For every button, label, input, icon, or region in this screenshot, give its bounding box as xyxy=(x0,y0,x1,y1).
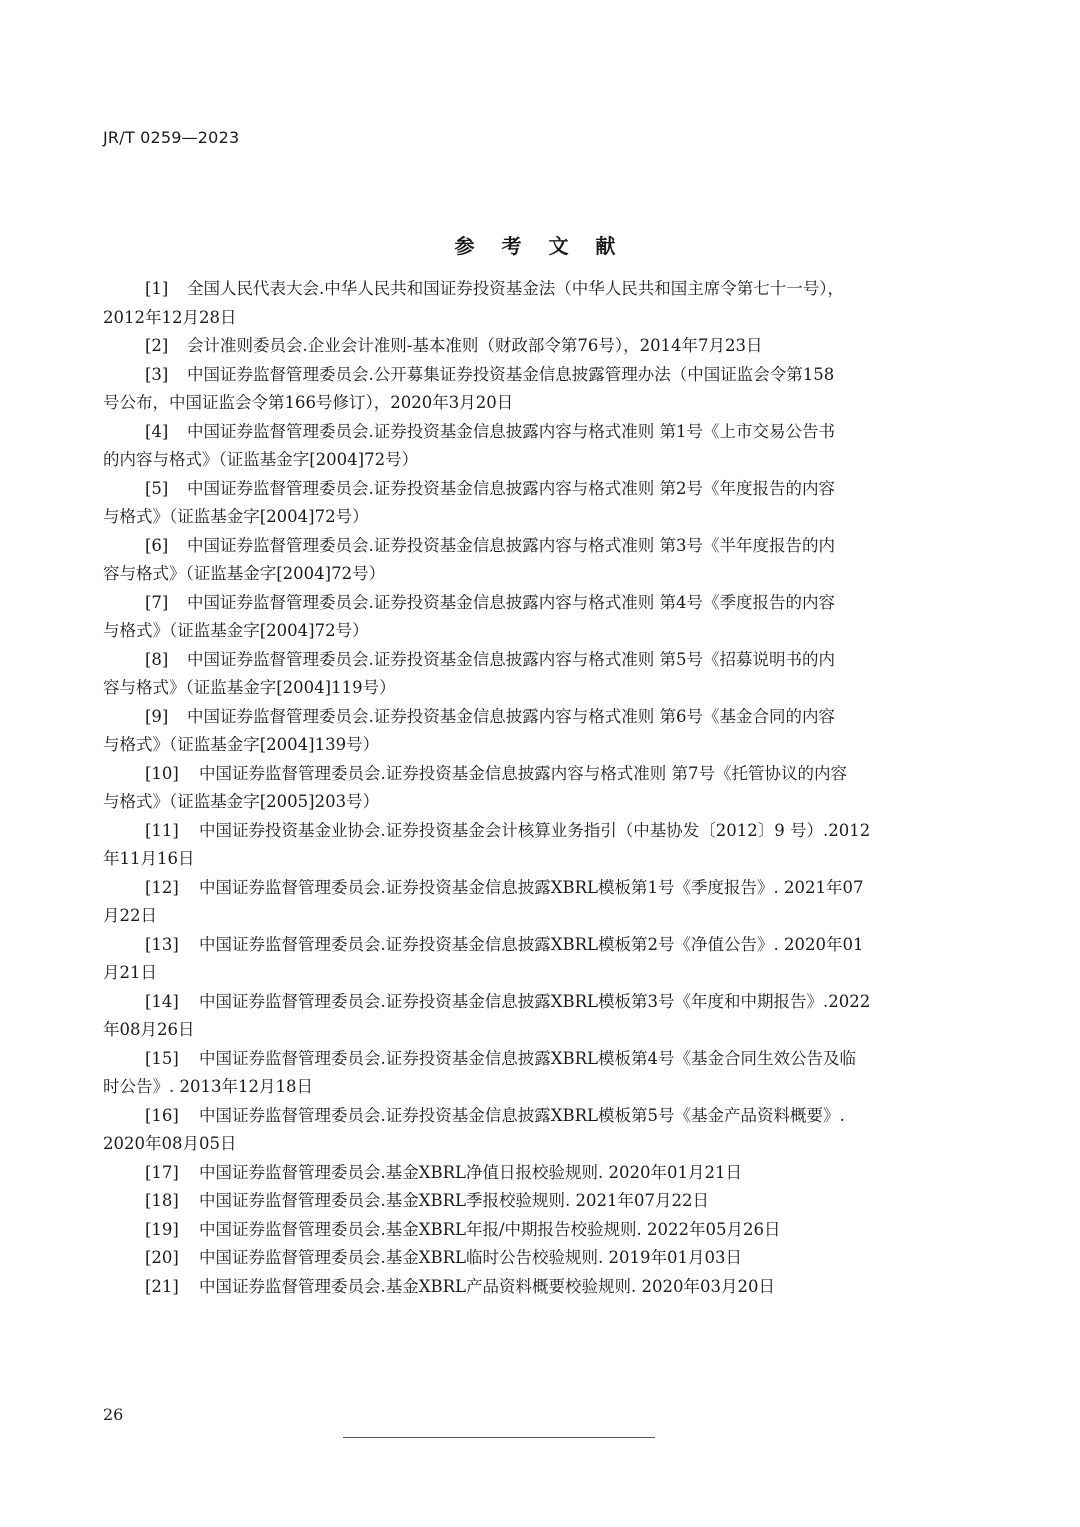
reference-number: [13] xyxy=(145,934,179,954)
reference-number: [17] xyxy=(145,1162,179,1182)
reference-number: [14] xyxy=(145,991,179,1011)
reference-text: 中国证券监督管理委员会.证券投资基金信息披露XBRL模板第3号《年度和中期报告》.2022 xyxy=(199,991,871,1011)
reference-item xyxy=(103,703,943,760)
reference-line xyxy=(103,703,943,732)
reference-text: 中国证券监督管理委员会.证券投资基金信息披露内容与格式准则 第6号《基金合同的内容 xyxy=(187,706,835,726)
reference-text: 中国证券监督管理委员会.证券投资基金信息披露内容与格式准则 第7号《托管协议的内容 xyxy=(199,763,847,783)
reference-item xyxy=(103,1159,943,1188)
reference-item xyxy=(103,332,943,361)
reference-text: 中国证券监督管理委员会.基金XBRL净值日报校验规则. 2020年01月21日 xyxy=(199,1162,742,1182)
reference-item xyxy=(103,1045,943,1102)
footer-divider xyxy=(343,1437,655,1438)
reference-line xyxy=(103,1216,943,1245)
reference-continuation: 与格式》（证监基金字[2004]72号） xyxy=(103,507,369,526)
reference-continuation: 的内容与格式》（证监基金字[2004]72号） xyxy=(103,450,419,469)
reference-number: [4] xyxy=(145,421,169,441)
reference-line xyxy=(103,475,943,504)
reference-text: 中国证券监督管理委员会.证券投资基金信息披露内容与格式准则 第5号《招募说明书的内 xyxy=(187,649,835,669)
reference-item xyxy=(103,817,943,874)
reference-line xyxy=(103,275,943,304)
reference-number: [8] xyxy=(145,649,169,669)
reference-continuation: 2012年12月28日 xyxy=(103,307,237,327)
reference-item xyxy=(103,760,943,817)
reference-item xyxy=(103,418,943,475)
reference-continuation: 2020年08月05日 xyxy=(103,1134,237,1153)
reference-continuation: 与格式》（证监基金字[2005]203号） xyxy=(103,792,380,811)
section-title: 参 考 文 献 xyxy=(454,234,626,258)
reference-line xyxy=(103,760,943,789)
reference-text: 中国证券监督管理委员会.证券投资基金信息披露内容与格式准则 第3号《半年度报告的内 xyxy=(187,535,835,555)
reference-line xyxy=(103,361,943,390)
reference-item xyxy=(103,1216,943,1245)
reference-text: 中国证券监督管理委员会.证券投资基金信息披露内容与格式准则 第4号《季度报告的内容 xyxy=(187,592,835,612)
reference-continuation: 号公布，中国证监会令第166号修订），2020年3月20日 xyxy=(103,393,514,412)
reference-continuation: 年11月16日 xyxy=(103,849,195,868)
reference-number: [15] xyxy=(145,1048,179,1068)
reference-continuation: 年08月26日 xyxy=(103,1020,195,1039)
reference-continuation: 月22日 xyxy=(103,906,157,925)
reference-line xyxy=(103,1273,943,1302)
reference-continuation: 与格式》（证监基金字[2004]72号） xyxy=(103,621,369,640)
standard-code: JR/T 0259—2023 xyxy=(103,128,240,147)
reference-list xyxy=(103,275,943,1301)
reference-number: [9] xyxy=(145,706,169,726)
reference-text: 中国证券监督管理委员会.基金XBRL季报校验规则. 2021年07月22日 xyxy=(199,1191,709,1210)
reference-item xyxy=(103,361,943,418)
reference-number: [3] xyxy=(145,364,169,384)
reference-item xyxy=(103,1187,943,1216)
reference-line xyxy=(103,418,943,447)
reference-text: 会计准则委员会.企业会计准则-基本准则（财政部令第76号），2014年7月23日 xyxy=(187,336,763,355)
reference-text: 中国证券监督管理委员会.基金XBRL临时公告校验规则. 2019年01月03日 xyxy=(199,1248,742,1267)
reference-line xyxy=(103,589,943,618)
reference-number: [1] xyxy=(145,279,169,298)
reference-continuation: 月21日 xyxy=(103,963,157,982)
reference-text: 中国证券监督管理委员会.公开募集证券投资基金信息披露管理办法（中国证监会令第158 xyxy=(187,364,835,384)
reference-number: [19] xyxy=(145,1219,179,1239)
reference-line xyxy=(103,1045,943,1074)
reference-line xyxy=(103,988,943,1017)
reference-number: [11] xyxy=(145,820,179,840)
reference-line xyxy=(103,1102,943,1131)
reference-item xyxy=(103,1273,943,1302)
reference-line xyxy=(103,1159,943,1188)
reference-line xyxy=(103,1244,943,1273)
reference-text: 全国人民代表大会.中华人民共和国证券投资基金法（中华人民共和国主席令第七十一号）， xyxy=(187,279,844,298)
reference-item xyxy=(103,988,943,1045)
reference-item xyxy=(103,1102,943,1159)
reference-item xyxy=(103,589,943,646)
reference-line xyxy=(103,874,943,903)
reference-text: 中国证券监督管理委员会.证券投资基金信息披露内容与格式准则 第2号《年度报告的内容 xyxy=(187,478,835,498)
reference-item xyxy=(103,1244,943,1273)
reference-line xyxy=(103,1187,943,1216)
reference-number: [20] xyxy=(145,1248,179,1267)
reference-number: [12] xyxy=(145,877,179,897)
reference-line xyxy=(103,646,943,675)
reference-number: [5] xyxy=(145,478,169,498)
reference-text: 中国证券投资基金业协会.证券投资基金会计核算业务指引（中基协发〔2012〕9 号）.2012 xyxy=(199,820,871,840)
reference-number: [10] xyxy=(145,763,179,783)
reference-continuation: 容与格式》（证监基金字[2004]72号） xyxy=(103,564,386,583)
reference-item xyxy=(103,874,943,931)
reference-number: [7] xyxy=(145,592,169,612)
reference-text: 中国证券监督管理委员会.证券投资基金信息披露XBRL模板第5号《基金产品资料概要》. xyxy=(199,1105,845,1125)
reference-item xyxy=(103,275,943,332)
reference-continuation: 时公告》. 2013年12月18日 xyxy=(103,1077,313,1096)
reference-item xyxy=(103,475,943,532)
reference-item xyxy=(103,532,943,589)
reference-line xyxy=(103,931,943,960)
reference-item xyxy=(103,931,943,988)
reference-text: 中国证券监督管理委员会.证券投资基金信息披露XBRL模板第4号《基金合同生效公告及临 xyxy=(199,1048,856,1068)
reference-continuation: 容与格式》（证监基金字[2004]119号） xyxy=(103,678,396,697)
reference-number: [6] xyxy=(145,535,169,555)
reference-text: 中国证券监督管理委员会.证券投资基金信息披露内容与格式准则 第1号《上市交易公告书 xyxy=(187,421,835,441)
reference-number: [21] xyxy=(145,1276,179,1296)
reference-text: 中国证券监督管理委员会.基金XBRL产品资料概要校验规则. 2020年03月20日 xyxy=(199,1276,775,1296)
reference-number: [2] xyxy=(145,336,169,355)
reference-text: 中国证券监督管理委员会.基金XBRL年报/中期报告校验规则. 2022年05月26日 xyxy=(199,1219,781,1239)
reference-line xyxy=(103,532,943,561)
page-number: 26 xyxy=(103,1405,124,1424)
reference-continuation: 与格式》（证监基金字[2004]139号） xyxy=(103,735,380,754)
reference-text: 中国证券监督管理委员会.证券投资基金信息披露XBRL模板第2号《净值公告》. 2020年01 xyxy=(199,934,864,954)
reference-text: 中国证券监督管理委员会.证券投资基金信息披露XBRL模板第1号《季度报告》. 2021年07 xyxy=(199,877,864,897)
reference-item xyxy=(103,646,943,703)
reference-line xyxy=(103,332,943,361)
reference-number: [18] xyxy=(145,1191,179,1210)
reference-number: [16] xyxy=(145,1105,179,1125)
reference-line xyxy=(103,817,943,846)
